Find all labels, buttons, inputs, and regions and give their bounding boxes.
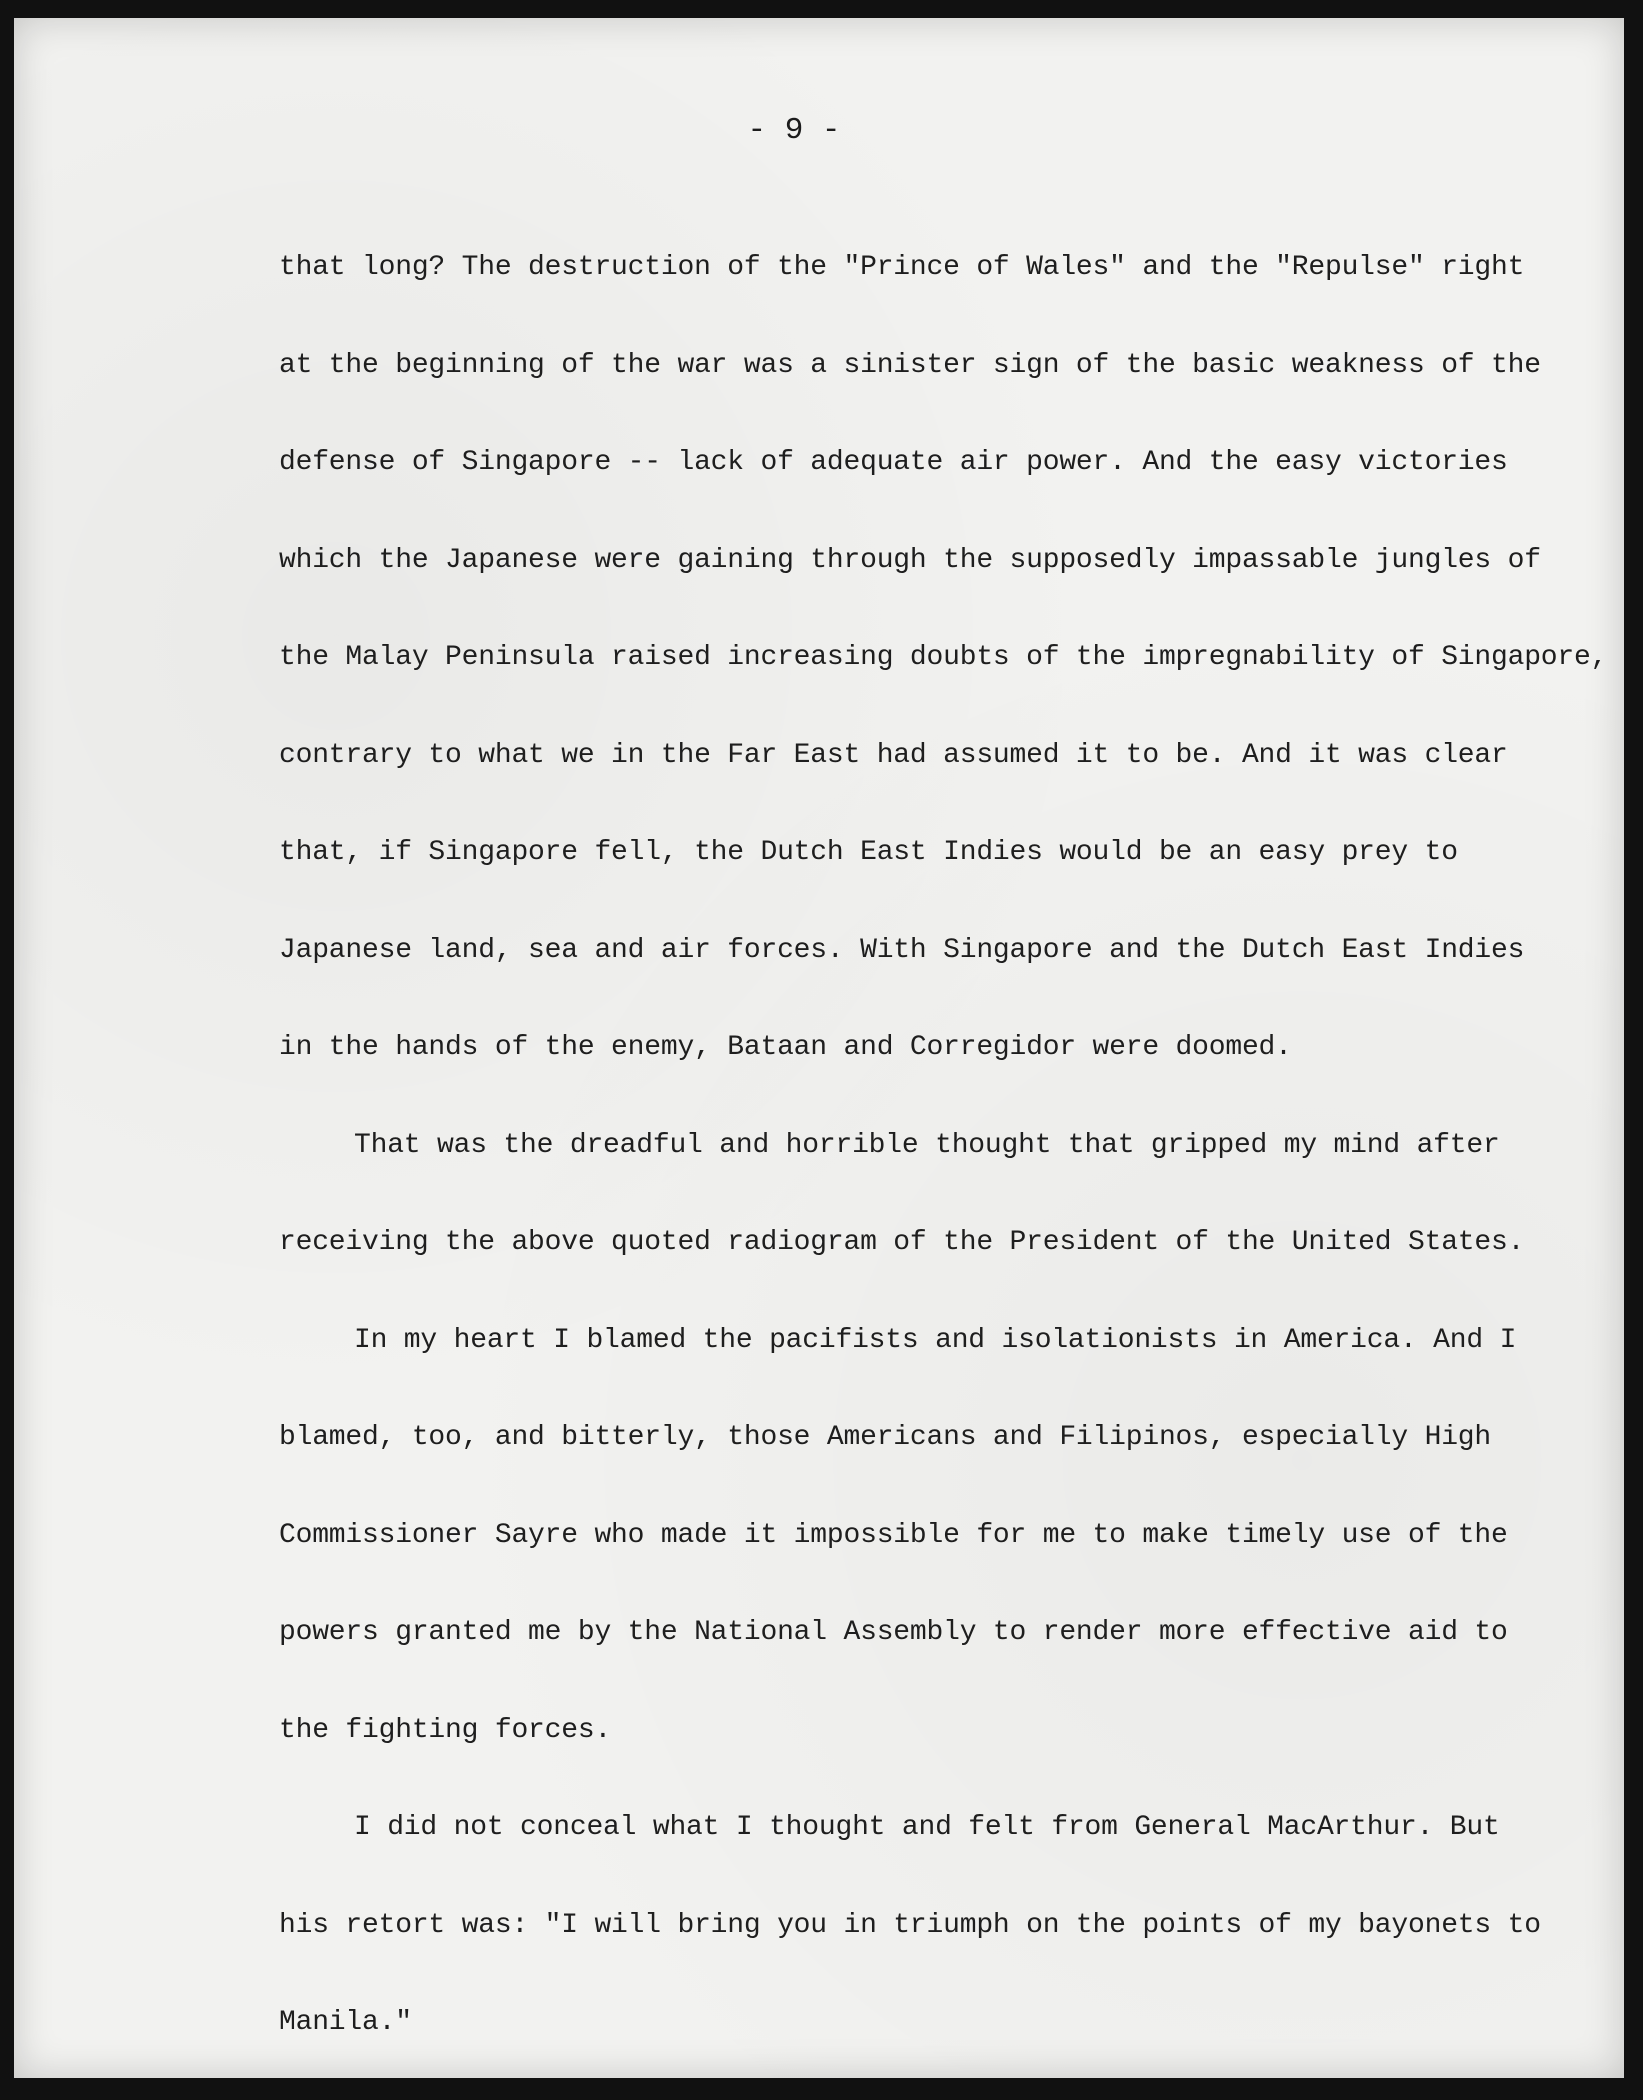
text-line: In my heart I blamed the pacifists and isolationists in America. And I	[354, 1324, 1517, 1356]
text-line: That was the dreadful and horrible thought that gripped my mind after	[354, 1129, 1500, 1161]
text-line: Manila."	[279, 2007, 412, 2038]
paragraph	[279, 1311, 1539, 1799]
text-line: Commissioner Sayre who made it impossible for me to make timely use of the	[279, 1519, 1508, 1551]
text-line: Japanese land, sea and air forces. With Singapore and the Dutch East Indies	[279, 934, 1525, 966]
text-line: that long? The destruction of the "Prince of Wales" and the "Repulse" right	[279, 252, 1525, 283]
text-line: contrary to what we in the Far East had assumed it to be. And it was clear	[279, 739, 1508, 771]
text-line: I did not conceal what I thought and felt from General MacArthur. But	[354, 1812, 1500, 1843]
document-page	[14, 18, 1624, 2078]
paragraph	[279, 238, 1608, 1116]
text-line: powers granted me by the National Assembly to render more effective aid to	[279, 1617, 1508, 1648]
text-line: in the hands of the enemy, Bataan and Corregidor were doomed.	[279, 1032, 1292, 1063]
text-line: defense of Singapore -- lack of adequate air power. And the easy victories	[279, 447, 1508, 478]
body-text	[279, 238, 1608, 2091]
text-line: at the beginning of the war was a sinister sign of the basic weakness of the	[279, 349, 1541, 381]
text-line: which the Japanese were gaining through the supposedly impassable jungles of	[279, 544, 1541, 576]
text-line: that, if Singapore fell, the Dutch East Indies would be an easy prey to	[279, 837, 1458, 868]
text-line: blamed, too, and bitterly, those Americans and Filipinos, especially High	[279, 1422, 1491, 1453]
text-line: receiving the above quoted radiogram of the President of the United States.	[279, 1227, 1525, 1258]
paragraph	[279, 1116, 1539, 1311]
paragraph	[279, 1798, 1539, 2091]
page-number: - 9 -	[747, 113, 841, 148]
text-line: his retort was: "I will bring you in triumph on the points of my bayonets to	[279, 1909, 1541, 1941]
text-line: the Malay Peninsula raised increasing doubts of the impregnability of Singapore,	[279, 642, 1608, 673]
text-line: the fighting forces.	[279, 1714, 612, 1746]
